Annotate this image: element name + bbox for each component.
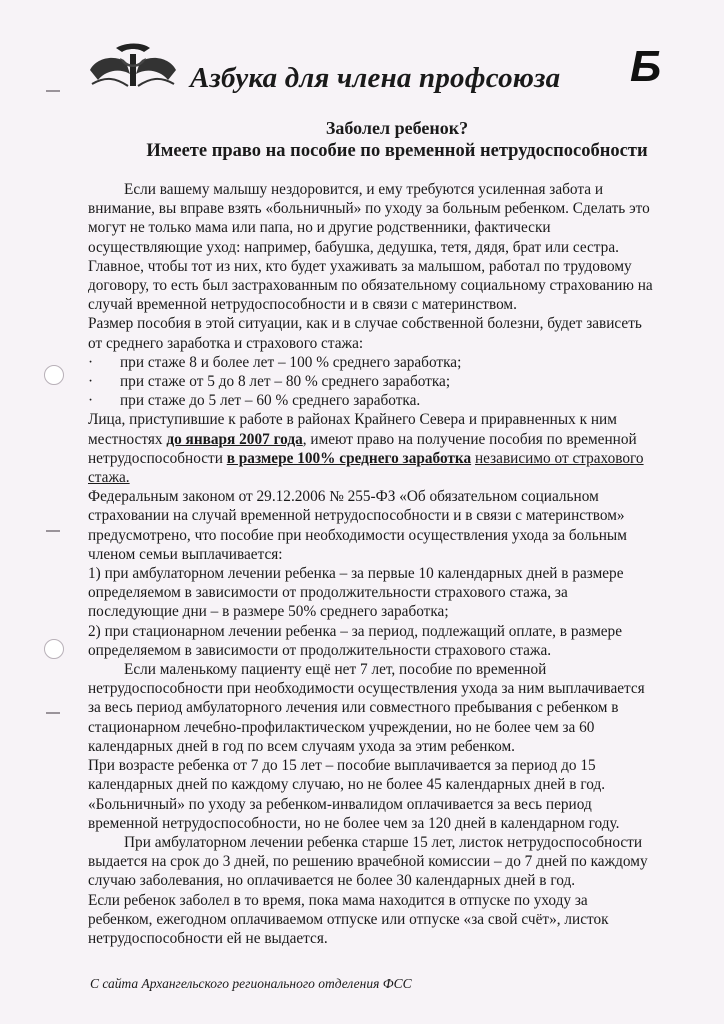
source-footer: С сайта Архангельского регионального отделения ФСС <box>90 976 412 991</box>
text-line: Размер пособия в этой ситуации, как и в случае собственной болезни, будет зависеть <box>88 315 642 333</box>
text-line: временной нетрудоспособности, но не более чем за 120 дней в календарном году. <box>88 814 620 832</box>
text-line: от среднего заработка и страхового стажа: <box>88 334 364 352</box>
text-line: календарных дней в год по всем случаям ухода за этим ребенком. <box>88 737 515 755</box>
text-line: случаю заболевания, но оплачивается не более 30 календарных дней в год. <box>88 872 576 890</box>
text-line: ребенком, ежегодном оплачиваемом отпуске или отпуске «за свой счёт», листок <box>88 910 609 928</box>
text-line: внимание, вы вправе взять «больничный» по уходу за больным ребенком. Сделать это <box>88 200 650 218</box>
text-line: Если маленькому пациенту ещё нет 7 лет, пособие по временной <box>124 661 547 679</box>
list-item <box>88 353 714 372</box>
bullet: · <box>88 392 94 410</box>
margin-mark <box>46 90 60 92</box>
text-line: нетрудоспособности при необходимости осуществления ухода за ним выплачивается <box>88 680 645 698</box>
bullet: · <box>88 353 94 371</box>
text-line: определяемом в зависимости от продолжительности страхового стажа. <box>88 641 552 659</box>
list-item-text: при стаже от 5 до 8 лет – 80 % среднего заработка; <box>120 373 451 391</box>
text-line: нетрудоспособности ей не выдается. <box>88 929 328 947</box>
text-line: Федеральным законом от 29.12.2006 № 255-ФЗ «Об обязательном социальном <box>88 488 599 506</box>
text-line: Если ребенок заболел в то время, пока мама находится в отпуске по уходу за <box>88 891 588 909</box>
text-line: определяемом в зависимости от продолжительности страхового стажа, за <box>88 584 568 602</box>
text-span: нетрудоспособности <box>88 449 227 467</box>
text-line <box>88 449 714 468</box>
text-line: При возрасте ребенка от 7 до 15 лет – пособие выплачивается за период до 15 <box>88 757 596 775</box>
text-line: выдается на срок до 3 дней, по решению врачебной комиссии – до 7 дней по каждому <box>88 853 648 871</box>
list-item <box>88 372 714 391</box>
text-line: Если вашему малышу нездоровится, и ему требуются усиленная забота и <box>124 181 604 198</box>
text-line: страховании на случай временной нетрудоспособности и в связи с материнством» <box>88 507 625 525</box>
text-line: календарных дней по каждому случаю, но не более 45 календарных дней в год. <box>88 776 606 794</box>
text-span: , имеют право на получение пособия по временной <box>302 430 637 448</box>
margin-mark <box>46 530 60 532</box>
emphasis-independent: независимо от страхового <box>474 449 644 467</box>
text-line: стационарном лечебно-профилактическом учреждении, но не более чем за 60 <box>88 718 595 736</box>
emphasis-amount: в размере 100% среднего заработка <box>226 449 472 467</box>
text-line: 1) при амбулаторном лечении ребенка – за первые 10 календарных дней в размере <box>88 565 624 583</box>
text-line <box>88 430 714 449</box>
text-line: последующие дни – в размере 50% среднего заработка; <box>88 603 449 621</box>
text-line: предусмотрено, что пособие при необходимости осуществления ухода за больным <box>88 526 627 544</box>
bullet: · <box>88 373 94 391</box>
article-title: Заболел ребенок? <box>325 118 469 138</box>
union-hands-logo-icon <box>86 40 180 92</box>
text-line: стажа. <box>88 469 130 487</box>
list-item-text: при стаже до 5 лет – 60 % среднего заработка. <box>120 392 421 410</box>
header-letter: Б <box>630 42 662 91</box>
list-item <box>88 391 714 410</box>
binder-hole <box>44 639 64 659</box>
header-title: Азбука для члена профсоюза <box>190 62 561 94</box>
margin-mark <box>46 712 60 714</box>
text-line: случай временной нетрудоспособности и в связи с материнством. <box>88 296 517 314</box>
text-line: могут не только мама или папа, но и другие родственники, фактически <box>88 219 551 237</box>
text-line: При амбулаторном лечении ребенка старше 15 лет, листок нетрудоспособности <box>124 833 643 851</box>
text-line: «Больничный» по уходу за ребенком-инвалидом оплачивается за весь период <box>88 795 592 813</box>
article-body <box>88 180 714 948</box>
binder-hole <box>44 365 64 385</box>
text-line: Лица, приступившие к работе в районах Крайнего Севера и приравненных к ним <box>88 411 617 429</box>
text-line: членом семьи выплачивается: <box>88 545 283 563</box>
text-line: Главное, чтобы тот из них, кто будет ухаживать за малышом, работал по трудовому <box>88 257 632 275</box>
text-line: договору, то есть был застрахованным по обязательному социальному страхованию на <box>88 277 653 295</box>
text-line: осуществляющие уход: например, бабушка, дедушка, тетя, дядя, брат или сестра. <box>88 238 619 256</box>
article-subtitle: Имеете право на пособие по временной нетрудоспособности <box>146 141 648 161</box>
text-line: за весь период амбулаторного лечения или совместного пребывания с ребенком в <box>88 699 619 717</box>
text-line: 2) при стационарном лечении ребенка – за период, подлежащий оплате, в размере <box>88 622 622 640</box>
emphasis-date: до января 2007 года <box>166 430 303 448</box>
list-item-text: при стаже 8 и более лет – 100 % среднего заработка; <box>120 353 462 371</box>
text-span: местностях <box>88 430 167 448</box>
